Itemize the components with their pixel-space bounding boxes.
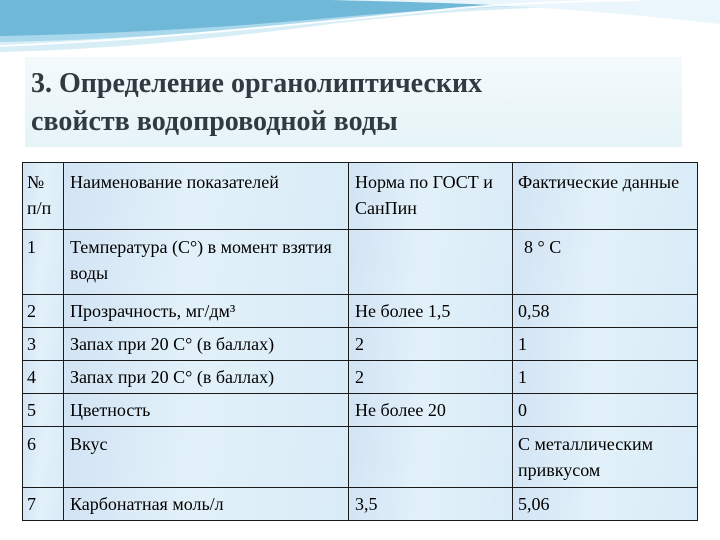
cell-name: Прозрачность, мг/дм³ [64, 295, 349, 328]
cell-fact: 1 [513, 361, 698, 394]
cell-fact: 1 [513, 328, 698, 361]
cell-name: Запах при 20 С° (в баллах) [64, 328, 349, 361]
cell-fact-value: 8 ° С [524, 237, 562, 257]
cell-num: 5 [23, 394, 64, 427]
cell-num: 2 [23, 295, 64, 328]
slide-title [31, 65, 682, 141]
cell-norm: Не более 20 [349, 394, 513, 427]
header-norm: Норма по ГОСТ и СанПин [349, 163, 513, 230]
cell-name: Карбонатная моль/л [64, 488, 349, 521]
cell-norm: Не более 1,5 [349, 295, 513, 328]
cell-name: Температура (С°) в момент взятия воды [64, 230, 349, 295]
cell-name: Цветность [64, 394, 349, 427]
cell-fact: С металлическим привкусом [513, 427, 698, 488]
cell-fact [513, 230, 698, 295]
cell-fact: 5,06 [513, 488, 698, 521]
table-row [23, 328, 698, 361]
header-name: Наименование показателей [64, 163, 349, 230]
table-row [23, 361, 698, 394]
water-properties-table [22, 162, 698, 521]
table-row [23, 427, 698, 488]
cell-num: 3 [23, 328, 64, 361]
cell-num: 1 [23, 230, 64, 295]
cell-num: 7 [23, 488, 64, 521]
header-fact: Фактические данные [513, 163, 698, 230]
cell-fact: 0 [513, 394, 698, 427]
cell-num: 4 [23, 361, 64, 394]
header-num: № п/п [23, 163, 64, 230]
table-row [23, 230, 698, 295]
table-row [23, 295, 698, 328]
table-row [23, 394, 698, 427]
cell-norm [349, 427, 513, 488]
title-line-2: свойств водопроводной воды [31, 106, 398, 137]
cell-fact: 0,58 [513, 295, 698, 328]
cell-num: 6 [23, 427, 64, 488]
title-line-1: 3. Определение органолиптических [31, 68, 483, 99]
table-row [23, 488, 698, 521]
cell-norm: 2 [349, 361, 513, 394]
cell-norm: 3,5 [349, 488, 513, 521]
table-header-row [23, 163, 698, 230]
cell-norm: 2 [349, 328, 513, 361]
title-banner [25, 57, 682, 147]
cell-name: Запах при 20 С° (в баллах) [64, 361, 349, 394]
cell-name: Вкус [64, 427, 349, 488]
cell-norm [349, 230, 513, 295]
